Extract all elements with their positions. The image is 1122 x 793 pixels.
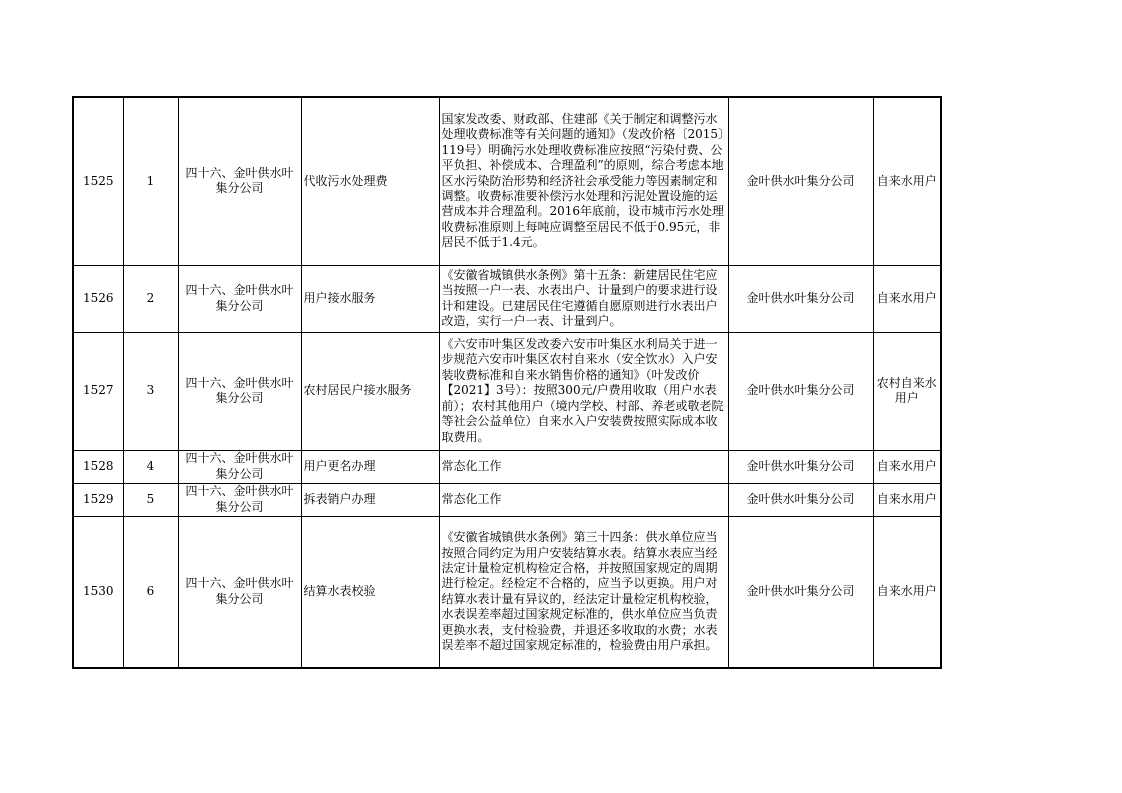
service-item-cell: 代收污水处理费 [301, 97, 439, 265]
basis-cell: 常态化工作 [439, 483, 728, 516]
basis-cell: 常态化工作 [439, 450, 728, 483]
agency-cell: 金叶供水叶集分公司 [728, 332, 873, 450]
department-cell: 四十六、金叶供水叶集分公司 [178, 332, 301, 450]
agency-cell: 金叶供水叶集分公司 [728, 450, 873, 483]
row-index: 5 [123, 483, 178, 516]
row-number: 1530 [73, 516, 123, 668]
table-row [73, 450, 941, 483]
row-index: 6 [123, 516, 178, 668]
table-row [73, 483, 941, 516]
row-number: 1527 [73, 332, 123, 450]
agency-cell: 金叶供水叶集分公司 [728, 265, 873, 332]
table-row [73, 265, 941, 332]
target-cell: 自来水用户 [873, 516, 941, 668]
target-cell: 自来水用户 [873, 450, 941, 483]
row-number: 1526 [73, 265, 123, 332]
basis-cell: 国家发改委、财政部、住建部《关于制定和调整污水处理收费标准等有关问题的通知》（发改价格〔2015〕119号）明确污水处理收费标准应按照“污染付费、公平负担、补偿成本、合理盈利”的原则，综合考虑本地区水污染防治形势和经济社会承受能力等因素制定和调整。收费标准要补偿污水处理和污泥处置设施的运营成本并合理盈利。2016年底前，设市城市污水处理收费标准原则上每吨应调整至居民不低于0.95元，非居民不低于1.4元。 [439, 97, 728, 265]
agency-cell: 金叶供水叶集分公司 [728, 516, 873, 668]
basis-cell: 《安徽省城镇供水条例》第三十四条：供水单位应当按照合同约定为用户安装结算水表。结算水表应当经法定计量检定机构检定合格，并按照国家规定的周期进行检定。经检定不合格的，应当予以更换。用户对结算水表计量有异议的，经法定计量检定机构校验，水表误差率超过国家规定标准的，供水单位应当负责更换水表，支付检验费，并退还多收取的水费；水表误差率不超过国家规定标准的，检验费由用户承担。 [439, 516, 728, 668]
row-index: 1 [123, 97, 178, 265]
basis-cell: 《安徽省城镇供水条例》第十五条：新建居民住宅应当按照一户一表、水表出户、计量到户的要求进行设计和建设。已建居民住宅遵循自愿原则进行水表出户改造，实行一户一表、计量到户。 [439, 265, 728, 332]
basis-cell: 《六安市叶集区发改委六安市叶集区水利局关于进一步规范六安市叶集区农村自来水（安全饮水）入户安装收费标准和自来水销售价格的通知》（叶发改价【2021】3号）：按照300元/户费用收取（用户水表前）；农村其他用户（境内学校、村部、养老或敬老院等社会公益单位）自来水入户安装费按照实际成本收取费用。 [439, 332, 728, 450]
target-cell: 农村自来水用户 [873, 332, 941, 450]
department-cell: 四十六、金叶供水叶集分公司 [178, 516, 301, 668]
department-cell: 四十六、金叶供水叶集分公司 [178, 97, 301, 265]
service-item-cell: 农村居民户接水服务 [301, 332, 439, 450]
row-index: 3 [123, 332, 178, 450]
target-cell: 自来水用户 [873, 483, 941, 516]
service-item-cell: 用户接水服务 [301, 265, 439, 332]
department-cell: 四十六、金叶供水叶集分公司 [178, 265, 301, 332]
department-cell: 四十六、金叶供水叶集分公司 [178, 483, 301, 516]
service-item-cell: 结算水表校验 [301, 516, 439, 668]
table-row [73, 332, 941, 450]
row-number: 1525 [73, 97, 123, 265]
agency-cell: 金叶供水叶集分公司 [728, 97, 873, 265]
table-row [73, 97, 941, 265]
service-item-cell: 拆表销户办理 [301, 483, 439, 516]
target-cell: 自来水用户 [873, 97, 941, 265]
target-cell: 自来水用户 [873, 265, 941, 332]
agency-cell: 金叶供水叶集分公司 [728, 483, 873, 516]
row-number: 1529 [73, 483, 123, 516]
row-number: 1528 [73, 450, 123, 483]
row-index: 2 [123, 265, 178, 332]
service-list-table [72, 96, 942, 669]
service-item-cell: 用户更名办理 [301, 450, 439, 483]
table-row [73, 516, 941, 668]
department-cell: 四十六、金叶供水叶集分公司 [178, 450, 301, 483]
row-index: 4 [123, 450, 178, 483]
